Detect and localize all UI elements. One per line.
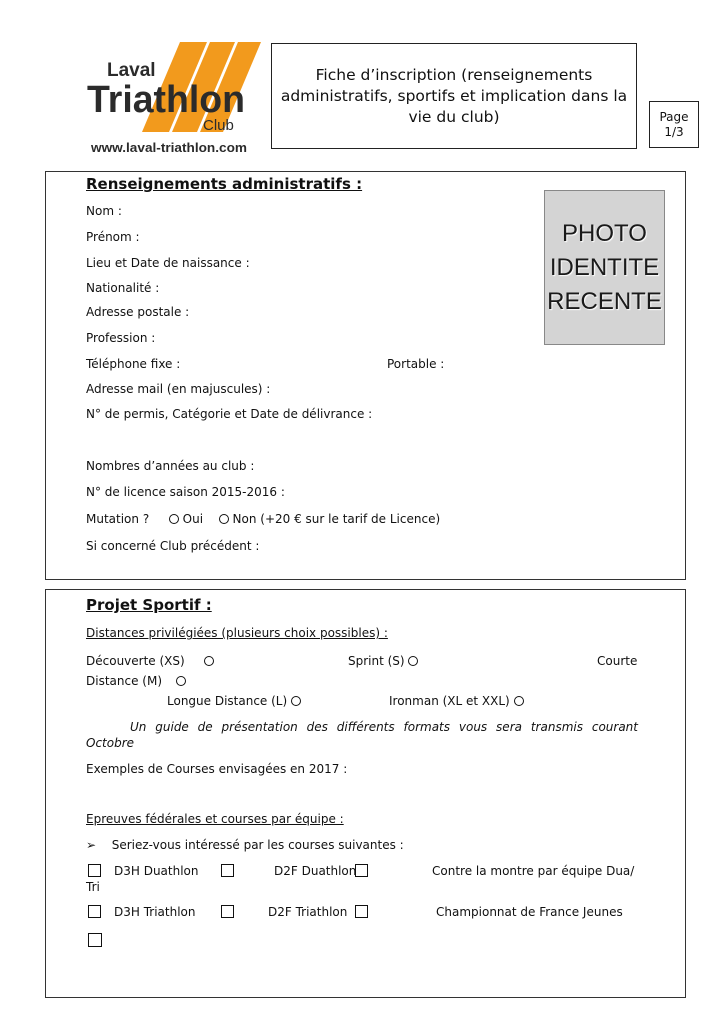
option-ironman <box>389 694 524 708</box>
photo-line-2: IDENTITE <box>549 253 660 281</box>
radio-non[interactable] <box>219 514 229 524</box>
option-decouverte <box>86 654 214 668</box>
checkbox-d2f-duathlon[interactable] <box>221 864 234 877</box>
page-label: Page <box>659 110 689 124</box>
interest-question <box>86 838 404 852</box>
field-club-precedent: Si concerné Club précédent : <box>86 539 260 553</box>
field-mail: Adresse mail (en majuscules) : <box>86 382 271 396</box>
field-portable: Portable : <box>387 357 445 371</box>
option-courte-label-b: Distance (M) <box>86 674 163 688</box>
form-title-box <box>271 43 637 149</box>
photo-line-1: PHOTO <box>562 219 647 247</box>
admin-heading: Renseignements administratifs : <box>86 175 363 193</box>
checkbox-extra[interactable] <box>88 933 102 947</box>
club-logo <box>85 40 265 158</box>
label-d2f-triathlon: D2F Triathlon <box>268 905 348 919</box>
field-adresse: Adresse postale : <box>86 305 190 319</box>
option-courte <box>86 674 186 688</box>
radio-non-label: Non (+20 € sur le tarif de Licence) <box>232 512 441 526</box>
form-title: Fiche d’inscription (renseignements administratifs, sportifs et implication dans la vie du club) <box>280 65 628 126</box>
label-championnat: Championnat de France Jeunes <box>436 905 623 919</box>
checkbox-d2f-triathlon[interactable] <box>221 905 234 918</box>
radio-courte[interactable] <box>176 676 186 686</box>
field-nom: Nom : <box>86 204 122 218</box>
label-d3h-duathlon: D3H Duathlon <box>114 864 199 878</box>
option-decouverte-label: Découverte (XS) <box>86 654 185 668</box>
guide-note-line2: Octobre <box>86 736 135 750</box>
arrow-bullet-icon: ➢ <box>86 838 97 852</box>
interest-question-label: Seriez-vous intéressé par les courses suivantes : <box>111 838 404 852</box>
exemples-courses: Exemples de Courses envisagées en 2017 : <box>86 762 348 776</box>
option-longue-label: Longue Distance (L) <box>167 694 288 708</box>
field-annees: Nombres d’années au club : <box>86 459 255 473</box>
radio-oui[interactable] <box>169 514 179 524</box>
checkbox-d3h-triathlon[interactable] <box>88 905 101 918</box>
guide-note-line1: Un guide de présentation des différents formats vous sera transmis courant <box>130 720 638 734</box>
field-lieu-date: Lieu et Date de naissance : <box>86 256 250 270</box>
option-courte-label-a: Courte <box>597 654 638 668</box>
label-clm-line2: Tri <box>86 880 100 894</box>
option-sprint <box>348 654 418 668</box>
photo-placeholder <box>544 190 665 345</box>
field-profession: Profession : <box>86 331 156 345</box>
option-ironman-label: Ironman (XL et XXL) <box>389 694 510 708</box>
field-licence: N° de licence saison 2015-2016 : <box>86 485 285 499</box>
radio-longue[interactable] <box>291 696 301 706</box>
page-indicator <box>649 101 699 148</box>
field-prenom: Prénom : <box>86 230 140 244</box>
option-longue <box>167 694 301 708</box>
radio-sprint[interactable] <box>408 656 418 666</box>
logo-text-laval: Laval <box>107 60 156 81</box>
label-clm-line1: Contre la montre par équipe Dua/ <box>432 864 635 878</box>
sport-section <box>45 589 686 998</box>
field-permis: N° de permis, Catégorie et Date de délivrance : <box>86 407 373 421</box>
radio-decouverte[interactable] <box>204 656 214 666</box>
checkbox-d3h-duathlon[interactable] <box>88 864 101 877</box>
option-sprint-label: Sprint (S) <box>348 654 405 668</box>
sport-heading: Projet Sportif : <box>86 596 212 614</box>
mutation-row <box>86 512 440 526</box>
logo-url: www.laval-triathlon.com <box>89 140 248 155</box>
field-nationalite: Nationalité : <box>86 281 160 295</box>
photo-line-3: RECENTE <box>547 287 662 315</box>
checkbox-clm[interactable] <box>355 864 368 877</box>
epreuves-title: Epreuves fédérales et courses par équipe : <box>86 812 344 826</box>
logo-text-triathlon: Triathlon <box>87 79 245 121</box>
radio-ironman[interactable] <box>514 696 524 706</box>
checkbox-championnat[interactable] <box>355 905 368 918</box>
distances-title: Distances privilégiées (plusieurs choix possibles) : <box>86 626 388 640</box>
label-d2f-duathlon: D2F Duathlon <box>274 864 357 878</box>
radio-oui-label: Oui <box>182 512 204 526</box>
label-d3h-triathlon: D3H Triathlon <box>114 905 196 919</box>
page-number: 1/3 <box>664 125 684 139</box>
mutation-label: Mutation ? <box>86 512 150 526</box>
field-tel-fixe: Téléphone fixe : <box>86 357 181 371</box>
logo-text-club: Club <box>203 117 234 134</box>
